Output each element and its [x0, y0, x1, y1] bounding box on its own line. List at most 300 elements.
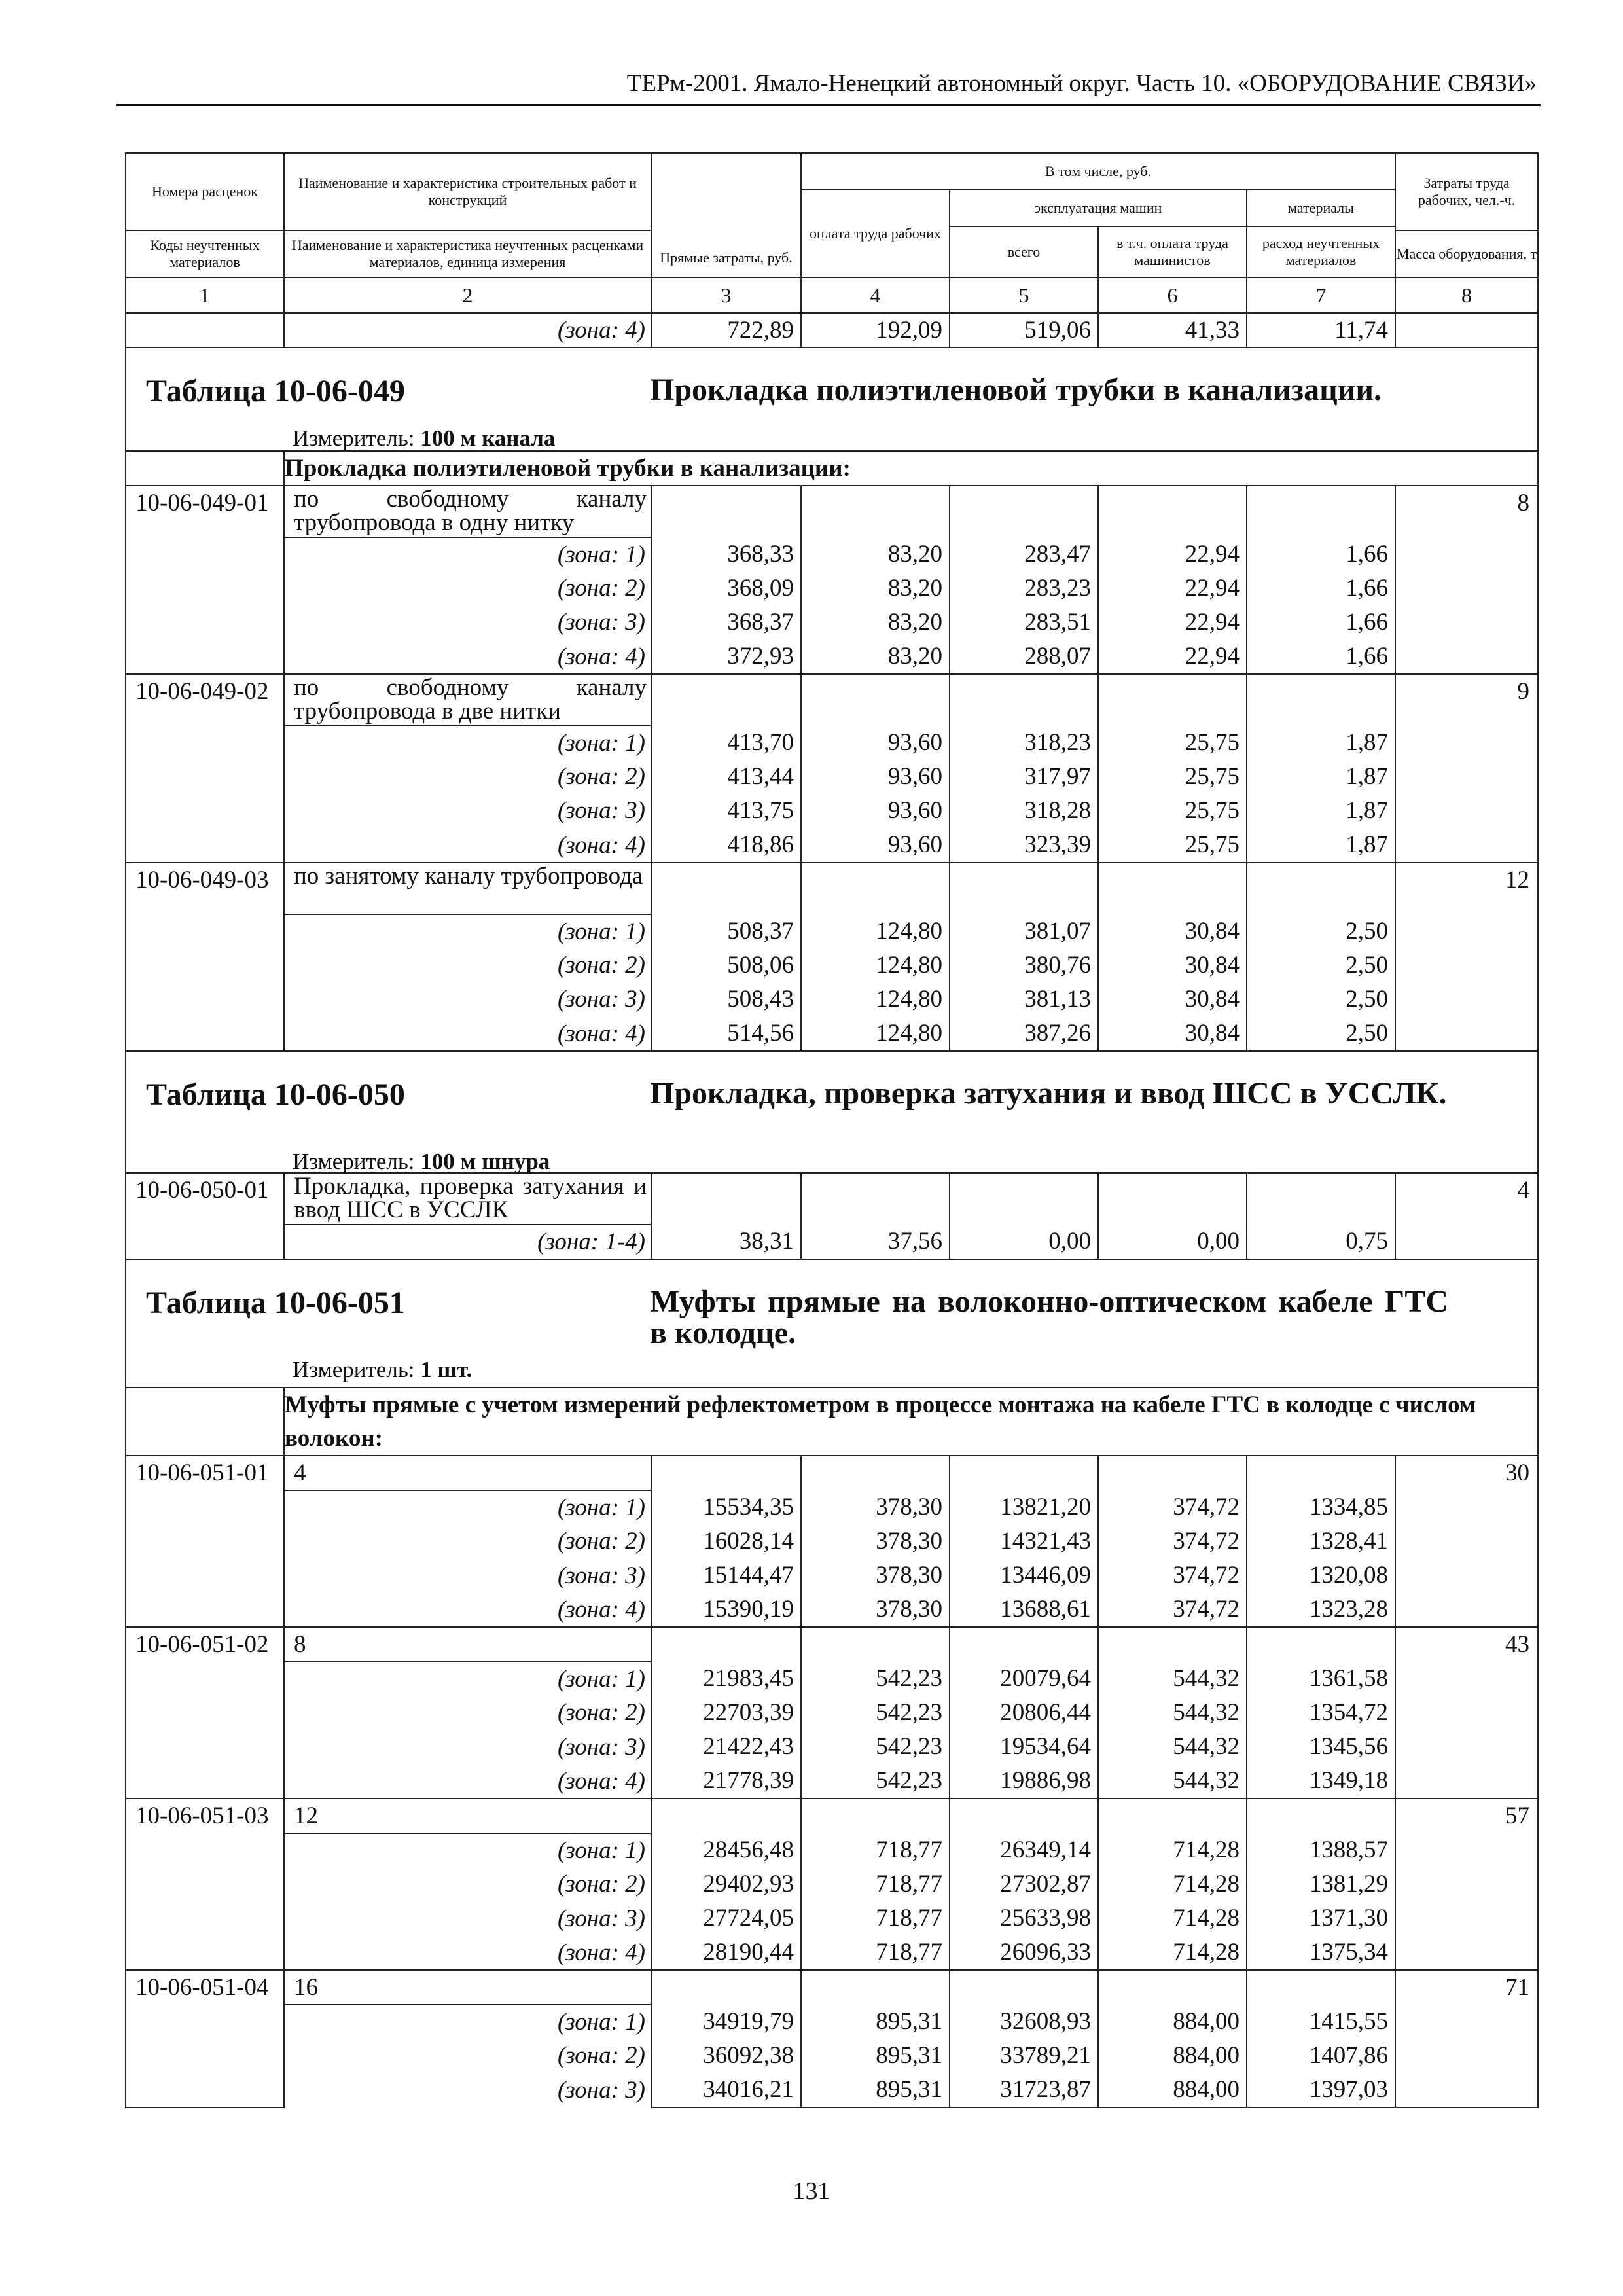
zone-label: (зона: 2) [284, 948, 651, 982]
section-caption: Муфты прямые с учетом измерений рефлектометром в процессе монтажа на кабеле ГТС в колодце с числом волокон: [284, 1388, 1538, 1456]
zone-label: (зона: 2) [284, 571, 651, 605]
direct-cost-value: 368,09 [727, 575, 794, 601]
materials-value: 0,75 [1346, 1228, 1389, 1255]
labor-value: 12 [1395, 863, 1538, 1051]
machine-total-value: 283,51 [1024, 609, 1091, 636]
worker-pay-value: 895,31 [876, 2042, 942, 2069]
table-row [126, 1627, 1538, 1662]
worker-pay-value-column [801, 674, 950, 863]
code-cell [126, 1388, 284, 1456]
materials-value: 1354,72 [1309, 1699, 1389, 1726]
table-heading [126, 1051, 1538, 1173]
machinist-pay-value: 714,28 [1173, 1837, 1240, 1863]
materials-value: 1388,57 [1309, 1837, 1389, 1863]
machine-total-value: 32608,93 [1000, 2008, 1091, 2035]
materials-value: 1349,18 [1309, 1767, 1389, 1794]
direct-cost-value: 508,06 [727, 952, 794, 978]
worker-pay-value: 542,23 [876, 1767, 942, 1794]
direct-cost-value: 413,75 [727, 797, 794, 824]
machine-total-value-column [950, 863, 1098, 1051]
materials-value-column [1247, 486, 1395, 674]
header-work-name: Наименование и характеристика строительных работ и конструкций [284, 153, 651, 230]
header-direct-costs: Прямые затраты, руб. [651, 153, 801, 278]
zone-label: (зона: 4) [284, 313, 651, 348]
direct-cost-value: 34016,21 [703, 2076, 794, 2103]
work-description: Прокладка, проверка затухания и ввод ШСС в УССЛК [284, 1173, 651, 1225]
section-caption: Прокладка полиэтиленовой трубки в канализации: [284, 451, 1538, 486]
machine-total-value: 33789,21 [1000, 2042, 1091, 2069]
machinist-pay-value: 374,72 [1173, 1528, 1240, 1554]
table-row [126, 451, 1538, 486]
zone-label: (зона: 1) [284, 914, 651, 948]
zone-label: (зона: 2) [284, 1524, 651, 1558]
materials-value: 1320,08 [1309, 1562, 1389, 1588]
work-description: по занятому каналу трубопровода [284, 863, 651, 914]
worker-pay-value: 124,80 [876, 918, 942, 944]
machinist-pay-value: 544,32 [1173, 1767, 1240, 1794]
zone-label: (зона: 4) [284, 1593, 651, 1627]
direct-cost-value: 16028,14 [703, 1528, 794, 1554]
worker-pay-value: 718,77 [876, 1905, 942, 1931]
materials-value: 1323,28 [1309, 1596, 1389, 1623]
machinist-pay-value: 0,00 [1197, 1228, 1240, 1255]
materials-value: 2,50 [1346, 952, 1389, 978]
direct-cost-value: 29402,93 [703, 1871, 794, 1897]
table-title: Прокладка полиэтиленовой трубки в канализации. [650, 372, 1382, 407]
table-number: Таблица 10-06-050 [146, 1077, 405, 1112]
labor-value: 30 [1395, 1456, 1538, 1627]
column-number: 7 [1247, 278, 1395, 313]
machine-total-value: 25633,98 [1000, 1905, 1091, 1931]
worker-pay-value-column [801, 1970, 950, 2108]
table-row [126, 1259, 1538, 1388]
direct-cost-value-column [651, 1627, 801, 1799]
table-row [126, 313, 1538, 348]
machinist-pay-value: 884,00 [1173, 2008, 1240, 2035]
worker-pay-value-column [801, 486, 950, 674]
zone-label: (зона: 1) [284, 1490, 651, 1524]
table-title: Муфты прямые на волоконно-оптическом кабеле ГТС в колодце. [650, 1284, 1448, 1350]
machine-total-value: 323,39 [1024, 831, 1091, 858]
machinist-pay-value: 22,94 [1185, 643, 1240, 670]
worker-pay-value-column [801, 1799, 950, 1970]
direct-cost-value: 514,56 [727, 1020, 794, 1047]
column-number: 6 [1098, 278, 1247, 313]
machine-total-value: 288,07 [1024, 643, 1091, 670]
machinist-pay-value: 25,75 [1185, 763, 1240, 790]
table-row [126, 1456, 1538, 1490]
machine-total-value-column [950, 486, 1098, 674]
unit-value: 100 м канала [420, 425, 556, 451]
materials-value-column [1247, 1173, 1395, 1259]
materials-value: 1415,55 [1309, 2008, 1389, 2035]
zone-label: (зона: 1-4) [284, 1225, 651, 1259]
direct-cost-value: 722,89 [651, 313, 801, 348]
column-number: 5 [950, 278, 1098, 313]
labor-value: 43 [1395, 1627, 1538, 1799]
worker-pay-value: 124,80 [876, 986, 942, 1013]
table-unit [293, 422, 555, 455]
zone-label: (зона: 3) [284, 2073, 651, 2108]
materials-value: 1,66 [1346, 643, 1389, 670]
machinist-pay-value-column [1098, 1173, 1247, 1259]
table-row [126, 674, 1538, 726]
machine-total-value: 13688,61 [1000, 1596, 1091, 1623]
machine-total-value: 381,07 [1024, 918, 1091, 944]
work-description: по свободному каналу трубопровода в одну нитку [284, 486, 651, 537]
rate-code: 10-06-050-01 [126, 1173, 284, 1259]
labor-value: 9 [1395, 674, 1538, 863]
direct-cost-value: 38,31 [739, 1228, 794, 1255]
labor-value: 71 [1395, 1970, 1538, 2108]
machine-total-value: 19534,64 [1000, 1733, 1091, 1760]
machinist-pay-value: 30,84 [1185, 918, 1240, 944]
worker-pay-value: 378,30 [876, 1494, 942, 1520]
zone-label: (зона: 1) [284, 726, 651, 760]
direct-cost-value: 21422,43 [703, 1733, 794, 1760]
zone-label: (зона: 3) [284, 1559, 651, 1593]
table-row [126, 1799, 1538, 1833]
worker-pay-value-column [801, 1173, 950, 1259]
direct-cost-value: 413,44 [727, 763, 794, 790]
code-cell [126, 313, 284, 348]
worker-pay-value: 378,30 [876, 1596, 942, 1623]
machine-total-value-column [950, 1627, 1098, 1799]
code-cell [126, 451, 284, 486]
direct-cost-value: 34919,79 [703, 2008, 794, 2035]
zone-label: (зона: 3) [284, 1902, 651, 1936]
rate-code: 10-06-049-01 [126, 486, 284, 674]
machinist-pay-value-column [1098, 674, 1247, 863]
rate-code: 10-06-051-04 [126, 1970, 284, 2108]
header-including: В том числе, руб. [801, 153, 1395, 190]
rates-table [125, 152, 1539, 2108]
direct-cost-value: 36092,38 [703, 2042, 794, 2069]
direct-cost-value-column [651, 1456, 801, 1627]
materials-value: 1,66 [1346, 541, 1389, 567]
machinist-pay-value: 41,33 [1098, 313, 1247, 348]
materials-value: 2,50 [1346, 986, 1389, 1013]
materials-value: 1381,29 [1309, 1871, 1389, 1897]
direct-cost-value-column [651, 1970, 801, 2108]
table-row [126, 1970, 1538, 2005]
zone-label: (зона: 4) [284, 1936, 651, 1970]
machine-total-value: 318,23 [1024, 729, 1091, 756]
labor-value [1395, 313, 1538, 348]
rate-code: 10-06-051-02 [126, 1627, 284, 1799]
worker-pay-value: 124,80 [876, 1020, 942, 1047]
materials-value: 1,66 [1346, 609, 1389, 636]
machinist-pay-value: 30,84 [1185, 1020, 1240, 1047]
machinist-pay-value-column [1098, 863, 1247, 1051]
machine-total-value-column [950, 1970, 1098, 2108]
worker-pay-value: 895,31 [876, 2008, 942, 2035]
direct-cost-value: 368,33 [727, 541, 794, 567]
direct-cost-value: 368,37 [727, 609, 794, 636]
machine-total-value: 19886,98 [1000, 1767, 1091, 1794]
worker-pay-value: 37,56 [887, 1228, 942, 1255]
zone-label: (зона: 3) [284, 794, 651, 828]
machinist-pay-value: 884,00 [1173, 2042, 1240, 2069]
direct-cost-value-column [651, 863, 801, 1051]
header-material-codes: Коды неучтенных материалов [126, 230, 284, 278]
column-number: 2 [284, 278, 651, 313]
work-description: 4 [284, 1456, 651, 1490]
machine-total-value: 20806,44 [1000, 1699, 1091, 1726]
machinist-pay-value-column [1098, 1456, 1247, 1627]
header-worker-pay: оплата труда рабочих [801, 190, 950, 278]
header-material-names: Наименование и характеристика неучтенных расценками материалов, единица измерения [284, 230, 651, 278]
direct-cost-value: 21983,45 [703, 1665, 794, 1692]
labor-value: 8 [1395, 486, 1538, 674]
machine-total-value: 381,13 [1024, 986, 1091, 1013]
materials-value: 1345,56 [1309, 1733, 1389, 1760]
unit-label: Измеритель: [293, 1149, 415, 1174]
worker-pay-value: 542,23 [876, 1665, 942, 1692]
machinist-pay-value: 714,28 [1173, 1871, 1240, 1897]
rate-code: 10-06-049-02 [126, 674, 284, 863]
work-description: по свободному каналу трубопровода в две нитки [284, 674, 651, 726]
machinist-pay-value: 714,28 [1173, 1939, 1240, 1965]
machinist-pay-value: 884,00 [1173, 2076, 1240, 2103]
machine-total-value-column [950, 1173, 1098, 1259]
zone-label: (зона: 1) [284, 2005, 651, 2039]
table-row [126, 1173, 1538, 1225]
worker-pay-value-column [801, 863, 950, 1051]
materials-value-column [1247, 1456, 1395, 1627]
materials-value-column [1247, 1627, 1395, 1799]
work-description: 12 [284, 1799, 651, 1833]
labor-value: 57 [1395, 1799, 1538, 1970]
work-description: 8 [284, 1627, 651, 1662]
worker-pay-value: 93,60 [887, 729, 942, 756]
zone-label: (зона: 2) [284, 2039, 651, 2073]
machinist-pay-value-column [1098, 1627, 1247, 1799]
table-number: Таблица 10-06-049 [146, 374, 405, 408]
worker-pay-value: 895,31 [876, 2076, 942, 2103]
machine-total-value-column [950, 1799, 1098, 1970]
materials-value: 1371,30 [1309, 1905, 1389, 1931]
materials-value: 1375,34 [1309, 1939, 1389, 1965]
zone-label: (зона: 1) [284, 1662, 651, 1696]
worker-pay-value-column [801, 1456, 950, 1627]
worker-pay-value: 83,20 [887, 643, 942, 670]
machinist-pay-value: 374,72 [1173, 1494, 1240, 1520]
zone-label: (зона: 2) [284, 1696, 651, 1730]
materials-value: 1,87 [1346, 797, 1389, 824]
materials-value: 1407,86 [1309, 2042, 1389, 2069]
worker-pay-value: 718,77 [876, 1939, 942, 1965]
machine-total-value: 380,76 [1024, 952, 1091, 978]
zone-label: (зона: 4) [284, 1017, 651, 1051]
machinist-pay-value: 374,72 [1173, 1562, 1240, 1588]
header-machine-total: всего [950, 226, 1098, 278]
table-unit [293, 1145, 550, 1178]
column-number: 3 [651, 278, 801, 313]
table-heading [126, 348, 1538, 451]
unit-value: 1 шт. [420, 1357, 473, 1382]
direct-cost-value: 418,86 [727, 831, 794, 858]
zone-label: (зона: 4) [284, 829, 651, 863]
machine-total-value: 283,23 [1024, 575, 1091, 601]
materials-value: 2,50 [1346, 918, 1389, 944]
materials-value: 1,87 [1346, 763, 1389, 790]
column-number: 4 [801, 278, 950, 313]
machine-total-value: 283,47 [1024, 541, 1091, 567]
zone-label: (зона: 2) [284, 1867, 651, 1901]
machinist-pay-value: 374,72 [1173, 1596, 1240, 1623]
direct-cost-value: 22703,39 [703, 1699, 794, 1726]
zone-label: (зона: 4) [284, 1765, 651, 1799]
header-machine-operation: эксплуатация машин [950, 190, 1247, 226]
zone-label: (зона: 1) [284, 537, 651, 571]
machine-total-value: 26349,14 [1000, 1837, 1091, 1863]
direct-cost-value-column [651, 1799, 801, 1970]
machine-total-value: 13446,09 [1000, 1562, 1091, 1588]
machine-total-value: 26096,33 [1000, 1939, 1091, 1965]
direct-cost-value: 15390,19 [703, 1596, 794, 1623]
direct-cost-value: 413,70 [727, 729, 794, 756]
worker-pay-value: 542,23 [876, 1699, 942, 1726]
labor-value: 4 [1395, 1173, 1538, 1259]
zone-label: (зона: 3) [284, 1731, 651, 1765]
worker-pay-value: 93,60 [887, 831, 942, 858]
direct-cost-value: 27724,05 [703, 1905, 794, 1931]
rate-code: 10-06-051-03 [126, 1799, 284, 1970]
work-description: 16 [284, 1970, 651, 2005]
materials-value: 1334,85 [1309, 1494, 1389, 1520]
table-row [126, 348, 1538, 451]
machinist-pay-value-column [1098, 1799, 1247, 1970]
zone-label: (зона: 2) [284, 760, 651, 794]
machinist-pay-value: 25,75 [1185, 831, 1240, 858]
header-labor-costs: Затраты труда рабочих, чел.-ч. [1395, 153, 1538, 230]
worker-pay-value: 93,60 [887, 797, 942, 824]
table-row [126, 486, 1538, 537]
table-row [126, 863, 1538, 914]
direct-cost-value-column [651, 1173, 801, 1259]
table-number: Таблица 10-06-051 [146, 1285, 405, 1320]
direct-cost-value: 372,93 [727, 643, 794, 670]
machine-total-value: 519,06 [950, 313, 1098, 348]
materials-value: 2,50 [1346, 1020, 1389, 1047]
zone-label: (зона: 3) [284, 605, 651, 639]
machinist-pay-value: 30,84 [1185, 952, 1240, 978]
machinist-pay-value: 22,94 [1185, 541, 1240, 567]
rate-code: 10-06-049-03 [126, 863, 284, 1051]
direct-cost-value-column [651, 674, 801, 863]
materials-value: 1,87 [1346, 831, 1389, 858]
direct-cost-value: 28190,44 [703, 1939, 794, 1965]
machinist-pay-value: 25,75 [1185, 797, 1240, 824]
page-running-title: ТЕРм-2001. Ямало-Ненецкий автономный округ. Часть 10. «ОБОРУДОВАНИЕ СВЯЗИ» [116, 67, 1541, 106]
header-machinist-pay: в т.ч. оплата труда машинистов [1098, 226, 1247, 278]
machinist-pay-value: 30,84 [1185, 986, 1240, 1013]
table-title: Прокладка, проверка затухания и ввод ШСС в УССЛК. [650, 1076, 1447, 1111]
header-equipment-mass: Масса оборудования, т [1395, 230, 1538, 278]
direct-cost-value: 15144,47 [703, 1562, 794, 1588]
worker-pay-value: 83,20 [887, 609, 942, 636]
page-number: 131 [793, 2178, 830, 2205]
worker-pay-value: 378,30 [876, 1528, 942, 1554]
machine-total-value: 317,97 [1024, 763, 1091, 790]
materials-value-column [1247, 1799, 1395, 1970]
machine-total-value: 27302,87 [1000, 1871, 1091, 1897]
machinist-pay-value: 25,75 [1185, 729, 1240, 756]
header-unaccounted-materials: расход неучтенных материалов [1247, 226, 1395, 278]
table-unit [293, 1353, 472, 1386]
worker-pay-value: 124,80 [876, 952, 942, 978]
unit-value: 100 м шнура [420, 1149, 550, 1174]
column-number: 1 [126, 278, 284, 313]
worker-pay-value: 93,60 [887, 763, 942, 790]
unit-label: Измеритель: [293, 425, 415, 451]
zone-label: (зона: 4) [284, 640, 651, 674]
direct-cost-value-column [651, 486, 801, 674]
zone-label: (зона: 3) [284, 982, 651, 1016]
worker-pay-value: 192,09 [801, 313, 950, 348]
materials-value-column [1247, 1970, 1395, 2108]
worker-pay-value: 542,23 [876, 1733, 942, 1760]
direct-cost-value: 28456,48 [703, 1837, 794, 1863]
materials-value: 1361,58 [1309, 1665, 1389, 1692]
machinist-pay-value-column [1098, 486, 1247, 674]
direct-cost-value: 15534,35 [703, 1494, 794, 1520]
worker-pay-value: 718,77 [876, 1837, 942, 1863]
worker-pay-value: 378,30 [876, 1562, 942, 1588]
direct-cost-value: 21778,39 [703, 1767, 794, 1794]
materials-value: 11,74 [1247, 313, 1395, 348]
machinist-pay-value-column [1098, 1970, 1247, 2108]
table-heading [126, 1259, 1538, 1388]
machinist-pay-value: 22,94 [1185, 609, 1240, 636]
worker-pay-value-column [801, 1627, 950, 1799]
machine-total-value: 13821,20 [1000, 1494, 1091, 1520]
table-row [126, 1388, 1538, 1456]
materials-value: 1328,41 [1309, 1528, 1389, 1554]
machine-total-value: 14321,43 [1000, 1528, 1091, 1554]
worker-pay-value: 83,20 [887, 575, 942, 601]
column-number: 8 [1395, 278, 1538, 313]
machinist-pay-value: 544,32 [1173, 1733, 1240, 1760]
materials-value: 1,87 [1346, 729, 1389, 756]
materials-value-column [1247, 863, 1395, 1051]
worker-pay-value: 718,77 [876, 1871, 942, 1897]
header-rate-numbers: Номера расценок [126, 153, 284, 230]
machinist-pay-value: 544,32 [1173, 1665, 1240, 1692]
zone-label: (зона: 1) [284, 1833, 651, 1867]
machinist-pay-value: 22,94 [1185, 575, 1240, 601]
machine-total-value: 0,00 [1048, 1228, 1091, 1255]
header-materials: материалы [1247, 190, 1395, 226]
rate-code: 10-06-051-01 [126, 1456, 284, 1627]
direct-cost-value: 508,43 [727, 986, 794, 1013]
machine-total-value: 31723,87 [1000, 2076, 1091, 2103]
unit-label: Измеритель: [293, 1357, 415, 1382]
machine-total-value: 20079,64 [1000, 1665, 1091, 1692]
machine-total-value-column [950, 674, 1098, 863]
machine-total-value-column [950, 1456, 1098, 1627]
materials-value: 1397,03 [1309, 2076, 1389, 2103]
direct-cost-value: 508,37 [727, 918, 794, 944]
machine-total-value: 318,28 [1024, 797, 1091, 824]
machine-total-value: 387,26 [1024, 1020, 1091, 1047]
table-row [126, 1051, 1538, 1173]
machinist-pay-value: 714,28 [1173, 1905, 1240, 1931]
worker-pay-value: 83,20 [887, 541, 942, 567]
materials-value-column [1247, 674, 1395, 863]
materials-value: 1,66 [1346, 575, 1389, 601]
